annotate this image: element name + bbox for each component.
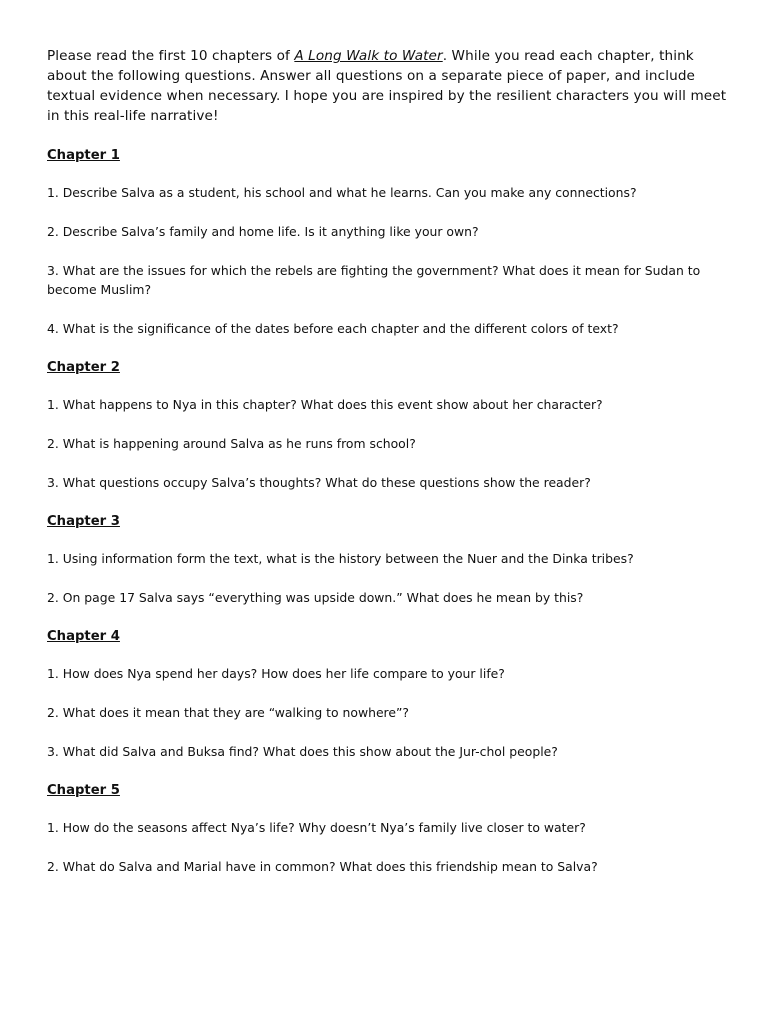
question: 1. How do the seasons affect Nya’s life? Why doesn’t Nya’s family live closer to water? [47,820,586,835]
chapter-heading: Chapter 3 [47,514,120,529]
question: 1. How does Nya spend her days? How does her life compare to your life? [47,666,505,681]
chapter-heading: Chapter 1 [47,148,120,163]
chapter-3-section [47,512,727,607]
question: 3. What did Salva and Buksa find? What does this show about the Jur-chol people? [47,744,558,759]
chapter-heading: Chapter 4 [47,629,120,644]
intro-text-end: . While you read each chapter, think about the following questions. Answer all questions on a separate piece of paper, and include textual evidence when necessary. I hope you are inspired by the resilient characters you will meet in this real-life narrative! [47,48,727,124]
question: 3. What are the issues for which the rebels are fighting the government? What does it mean for Sudan to become Muslim? [47,263,701,297]
book-title: A Long Walk to Water [294,48,443,64]
worksheet-page [47,46,727,876]
question: 1. What happens to Nya in this chapter? What does this event show about her character? [47,397,603,412]
chapter-5-section [47,781,727,876]
question: 2. What is happening around Salva as he runs from school? [47,436,416,451]
question: 2. On page 17 Salva says “everything was upside down.” What does he mean by this? [47,590,584,605]
question: 1. Describe Salva as a student, his school and what he learns. Can you make any connections? [47,185,637,200]
question: 2. What does it mean that they are “walking to nowhere”? [47,705,410,720]
question: 1. Using information form the text, what is the history between the Nuer and the Dinka tribes? [47,551,634,566]
question: 2. What do Salva and Marial have in common? What does this friendship mean to Salva? [47,859,598,874]
chapter-4-section [47,627,727,761]
intro-paragraph [47,46,727,126]
question: 4. What is the significance of the dates before each chapter and the different colors of text? [47,321,619,336]
intro-text-start: Please read the first 10 chapters of [47,48,295,64]
chapter-1-section [47,146,727,338]
chapter-heading: Chapter 5 [47,783,120,798]
question: 3. What questions occupy Salva’s thoughts? What do these questions show the reader? [47,475,591,490]
question: 2. Describe Salva’s family and home life. Is it anything like your own? [47,224,479,239]
chapter-heading: Chapter 2 [47,360,120,375]
chapter-2-section [47,358,727,492]
